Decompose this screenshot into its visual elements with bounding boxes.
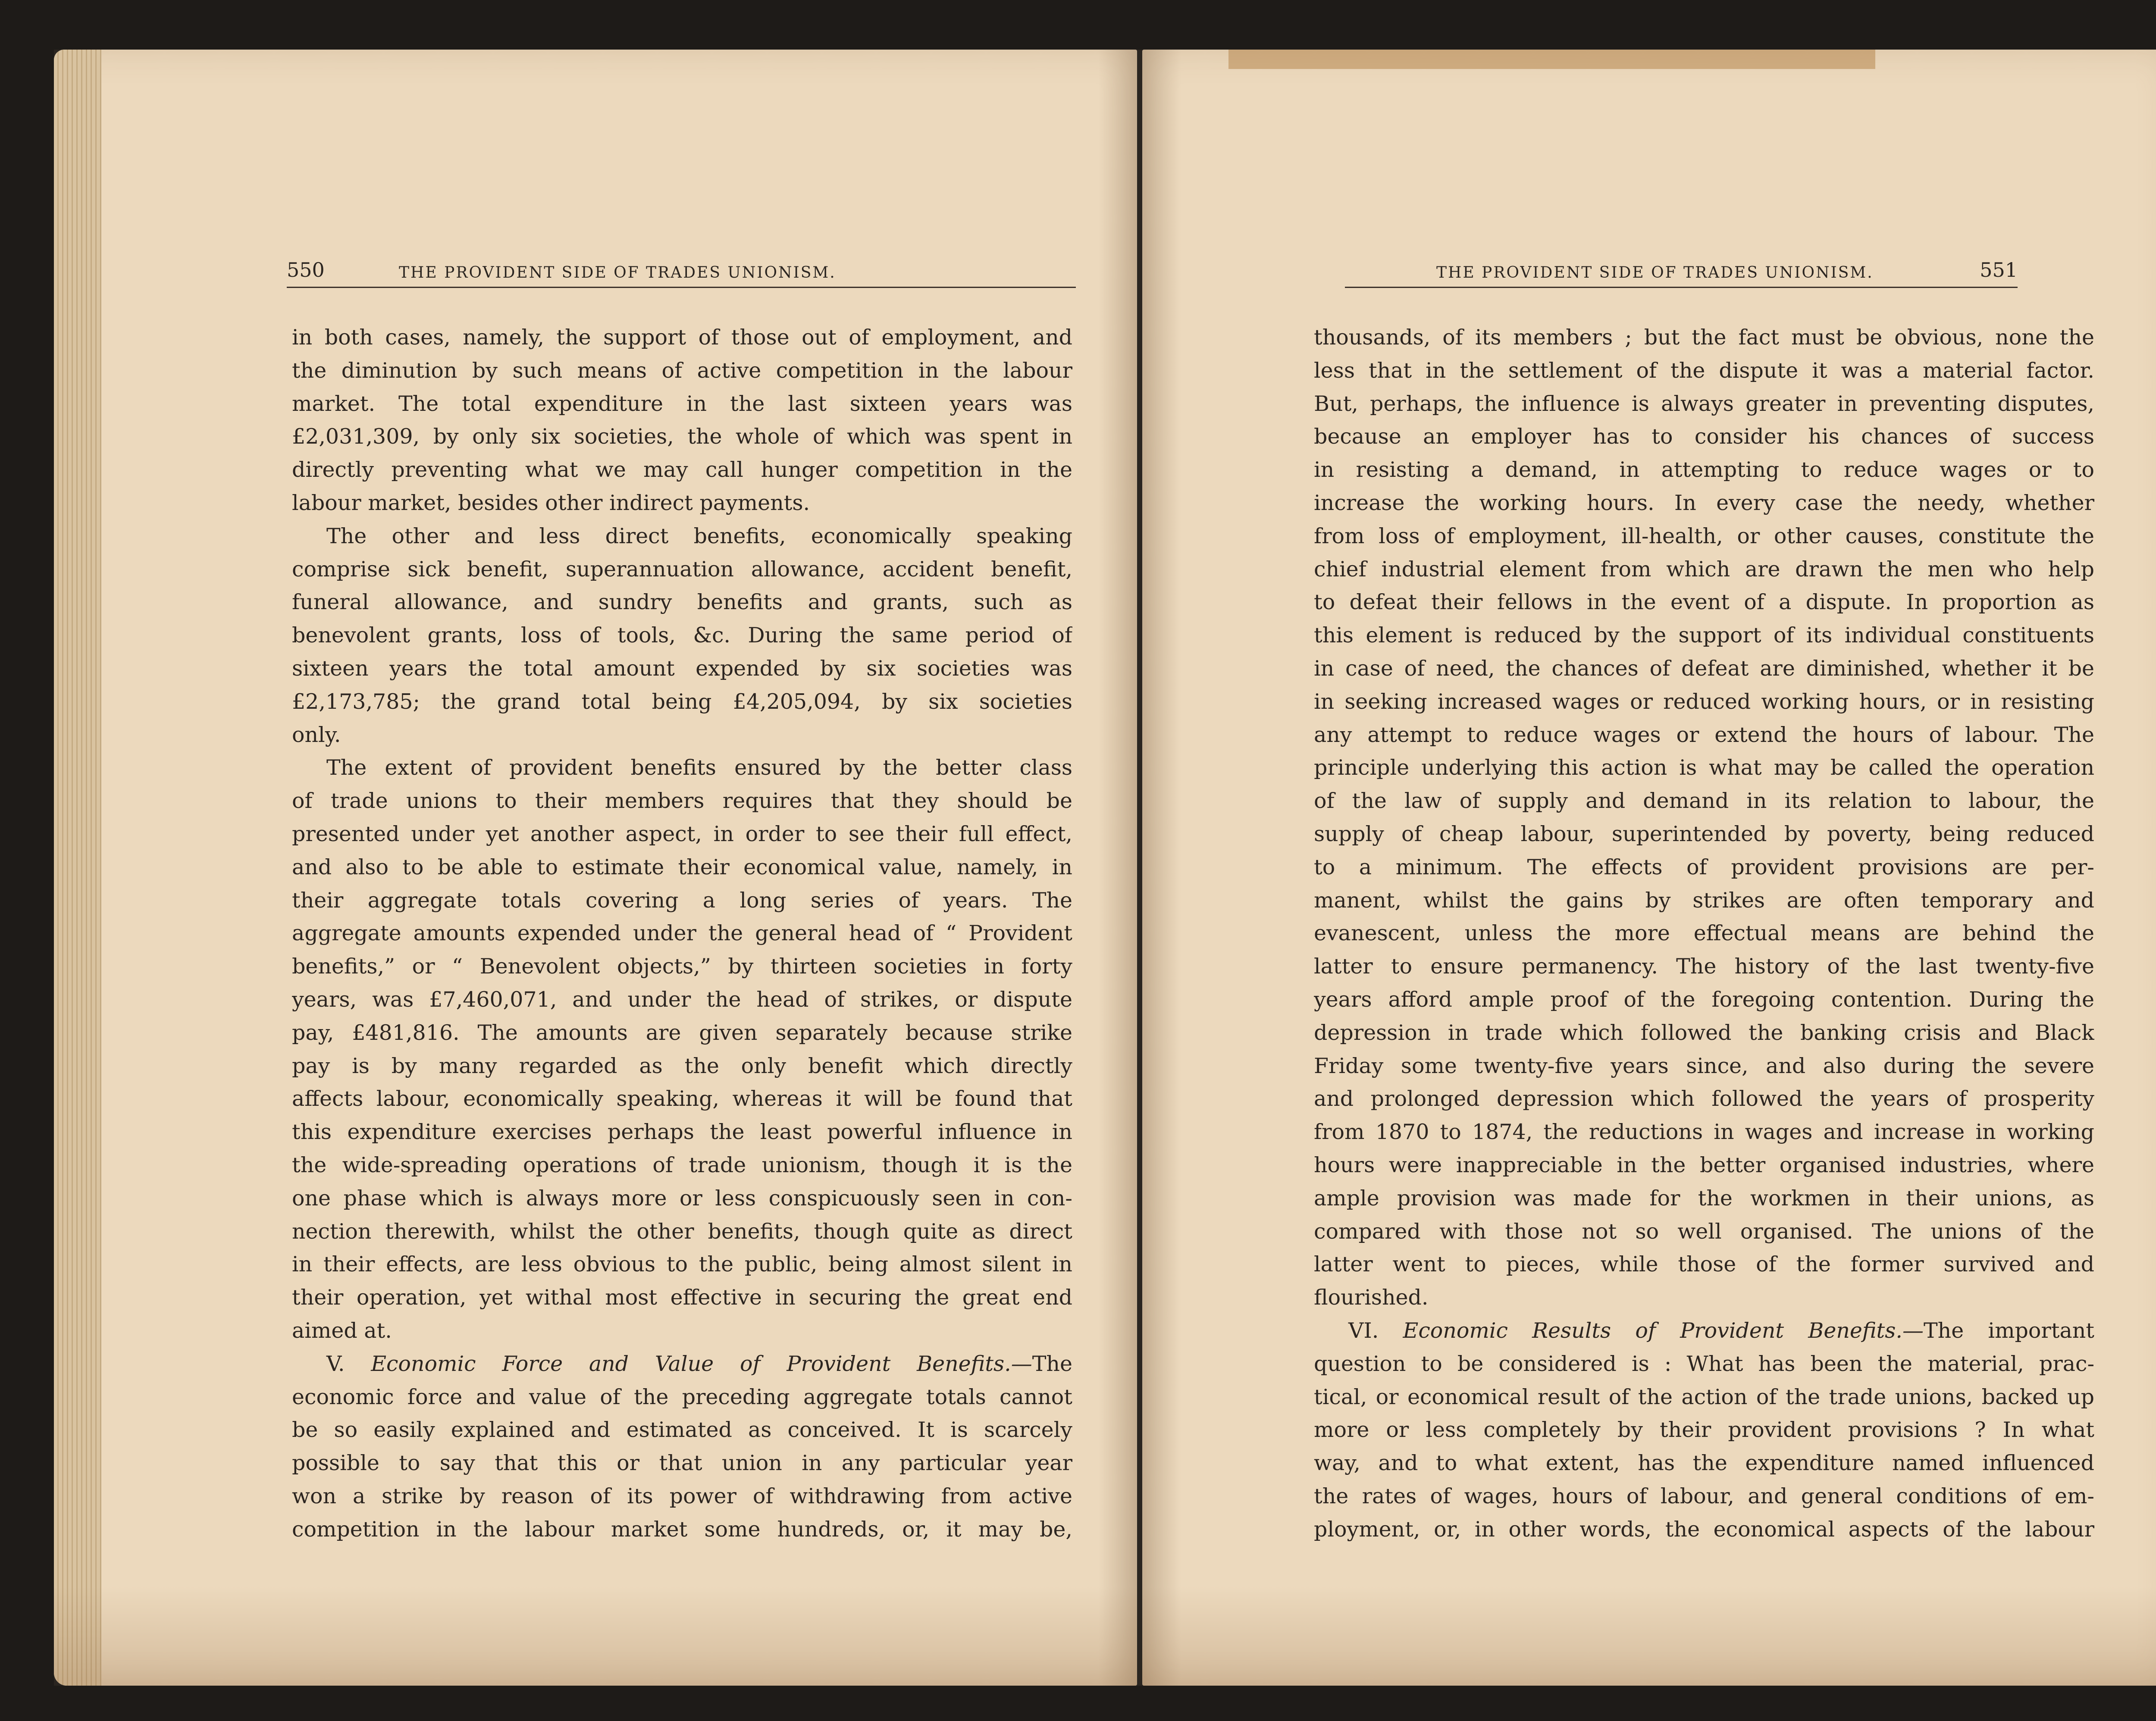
text-line: of trade unions to their members requires that they should be: [292, 789, 1072, 814]
running-head: THE PROVIDENT SIDE OF TRADES UNIONISM.: [1436, 264, 1874, 282]
text-line: the rates of wages, hours of labour, and general conditions of em-: [1314, 1483, 2094, 1508]
text-line: and also to be able to estimate their economical value, namely, in: [292, 854, 1072, 879]
text-line: of the law of supply and demand in its relation to labour, the: [1314, 789, 2094, 814]
text-line: funeral allowance, and sundry benefits and grants, such as: [292, 590, 1072, 615]
text-line: tical, or economical result of the action of the trade unions, backed up: [1314, 1384, 2094, 1409]
section-number: V.: [326, 1351, 345, 1376]
text-line: The: [1032, 1351, 1072, 1376]
right-page: [1142, 50, 2156, 1686]
section-title: Economic Results of Provident Benefits.—: [1403, 1318, 1924, 1343]
text-line: pay is by many regarded as the only benefit which directly: [292, 1053, 1072, 1078]
text-line: to defeat their fellows in the event of a dispute. In proportion as: [1314, 590, 2094, 615]
text-line: way, and to what extent, has the expenditure named influenced: [1314, 1451, 2094, 1476]
text-line: ployment, or, in other words, the economical aspects of the labour: [1314, 1517, 2094, 1542]
text-line: won a strike by reason of its power of withdrawing from active: [292, 1483, 1072, 1508]
page-number: 550: [287, 258, 325, 282]
text-line: aggregate amounts expended under the general head of “ Provident: [292, 921, 1072, 946]
right-text-block: [1314, 321, 2094, 1546]
text-line: and prolonged depression which followed the years of prosperity: [1314, 1086, 2094, 1111]
text-line: be so easily explained and estimated as conceived. It is scarcely: [292, 1417, 1072, 1443]
text-line: any attempt to reduce wages or extend the hours of labour. The: [1314, 722, 2094, 747]
text-line: the diminution by such means of active competition in the labour: [292, 358, 1072, 383]
section-number: VI.: [1348, 1318, 1379, 1343]
left-page: [54, 50, 1137, 1686]
text-line: their aggregate totals covering a long series of years. The: [292, 888, 1072, 913]
text-line: in their effects, are less obvious to the public, being almost silent in: [292, 1252, 1072, 1277]
text-line: years, was £7,460,071, and under the head of strikes, or dispute: [292, 987, 1072, 1012]
text-line: But, perhaps, the influence is always greater in preventing disputes,: [1314, 391, 2094, 416]
text-line: Friday some twenty-five years since, and also during the severe: [1314, 1053, 2094, 1078]
page-stain: [54, 1586, 1137, 1686]
text-line: their operation, yet withal most effective in securing the great end: [292, 1285, 1072, 1310]
gutter-shadow: [1098, 50, 1137, 1686]
gutter-shadow: [1142, 50, 1181, 1686]
text-line: increase the working hours. In every case the needy, whether: [1314, 490, 2094, 515]
text-line: directly preventing what we may call hunger competition in the: [292, 457, 1072, 482]
text-line: economic force and value of the preceding aggregate totals cannot: [292, 1384, 1072, 1409]
text-line: supply of cheap labour, superintended by poverty, being reduced: [1314, 821, 2094, 846]
running-header-left: [287, 252, 1076, 288]
text-line: competition in the labour market some hundreds, or, it may be,: [292, 1517, 1072, 1542]
running-head: THE PROVIDENT SIDE OF TRADES UNIONISM.: [399, 264, 836, 282]
text-line: The other and less direct benefits, economically speaking: [326, 523, 1072, 548]
left-text-block: [292, 321, 1072, 1546]
text-line: in resisting a demand, in attempting to reduce wages or to: [1314, 457, 2094, 482]
section-title: Economic Force and Value of Provident Benefits.—: [371, 1351, 1032, 1376]
open-book: [54, 50, 2156, 1686]
text-line: latter went to pieces, while those of the former survived and: [1314, 1252, 2094, 1277]
text-line: depression in trade which followed the banking crisis and Black: [1314, 1020, 2094, 1045]
text-line: benevolent grants, loss of tools, &c. During the same period of: [292, 623, 1072, 648]
running-header-right: [1345, 252, 2018, 288]
text-line: less that in the settlement of the dispute it was a material factor.: [1314, 358, 2094, 383]
text-line: thousands, of its members ; but the fact must be obvious, none the: [1314, 325, 2094, 350]
text-line: this expenditure exercises perhaps the least powerful influence in: [292, 1120, 1072, 1145]
page-number: 551: [1980, 258, 2018, 282]
text-line: the wide-spreading operations of trade unionism, though it is the: [292, 1152, 1072, 1177]
text-line: comprise sick benefit, superannuation allowance, accident benefit,: [292, 557, 1072, 582]
text-line: more or less completely by their provident provisions ? In what: [1314, 1417, 2094, 1443]
text-line: principle underlying this action is what may be called the operation: [1314, 755, 2094, 780]
text-line: ample provision was made for the workmen in their unions, as: [1314, 1186, 2094, 1211]
text-line: from 1870 to 1874, the reductions in wages and increase in working: [1314, 1120, 2094, 1145]
text-line: hours were inappreciable in the better organised industries, where: [1314, 1152, 2094, 1177]
text-line: possible to say that this or that union in any particular year: [292, 1451, 1072, 1476]
page-stain: [1142, 1586, 2156, 1686]
text-line: nection therewith, whilst the other benefits, though quite as direct: [292, 1219, 1072, 1244]
text-line: aimed at.: [292, 1318, 392, 1343]
section-heading-line: [292, 1348, 1072, 1381]
text-line: chief industrial element from which are drawn the men who help: [1314, 557, 2094, 582]
text-line: flourished.: [1314, 1285, 1429, 1310]
torn-edge: [1228, 50, 1875, 69]
text-line: in seeking increased wages or reduced working hours, or in resisting: [1314, 689, 2094, 714]
text-line: manent, whilst the gains by strikes are often temporary and: [1314, 888, 2094, 913]
text-line: one phase which is always more or less conspicuously seen in con-: [292, 1186, 1072, 1211]
text-line: pay, £481,816. The amounts are given separately because strike: [292, 1020, 1072, 1045]
text-line: from loss of employment, ill-health, or other causes, constitute the: [1314, 523, 2094, 548]
text-line: question to be considered is : What has been the material, prac-: [1314, 1351, 2094, 1376]
text-line: sixteen years the total amount expended by six societies was: [292, 656, 1072, 681]
text-line: £2,173,785; the grand total being £4,205,094, by six societies: [292, 689, 1072, 714]
text-line: £2,031,309, by only six societies, the whole of which was spent in: [292, 424, 1072, 449]
text-line: years afford ample proof of the foregoing contention. During the: [1314, 987, 2094, 1012]
text-line: latter to ensure permanency. The history of the last twenty-five: [1314, 954, 2094, 979]
text-line: this element is reduced by the support of its individual constituents: [1314, 623, 2094, 648]
text-line: presented under yet another aspect, in order to see their full effect,: [292, 821, 1072, 846]
text-line: The important: [1923, 1318, 2094, 1343]
text-line: evanescent, unless the more effectual means are behind the: [1314, 921, 2094, 946]
text-line: labour market, besides other indirect payments.: [292, 490, 810, 515]
section-heading-line: [1314, 1314, 2094, 1348]
text-line: in both cases, namely, the support of those out of employment, and: [292, 325, 1072, 350]
text-line: because an employer has to consider his chances of success: [1314, 424, 2094, 449]
text-line: only.: [292, 722, 341, 747]
text-line: in case of need, the chances of defeat are diminished, whether it be: [1314, 656, 2094, 681]
text-line: to a minimum. The effects of provident provisions are per-: [1314, 854, 2094, 879]
text-line: market. The total expenditure in the last sixteen years was: [292, 391, 1072, 416]
text-line: benefits,” or “ Benevolent objects,” by thirteen societies in forty: [292, 954, 1072, 979]
text-line: compared with those not so well organised. The unions of the: [1314, 1219, 2094, 1244]
page-edges: [54, 50, 101, 1686]
text-line: affects labour, economically speaking, whereas it will be found that: [292, 1086, 1072, 1111]
text-line: The extent of provident benefits ensured by the better class: [326, 755, 1072, 780]
